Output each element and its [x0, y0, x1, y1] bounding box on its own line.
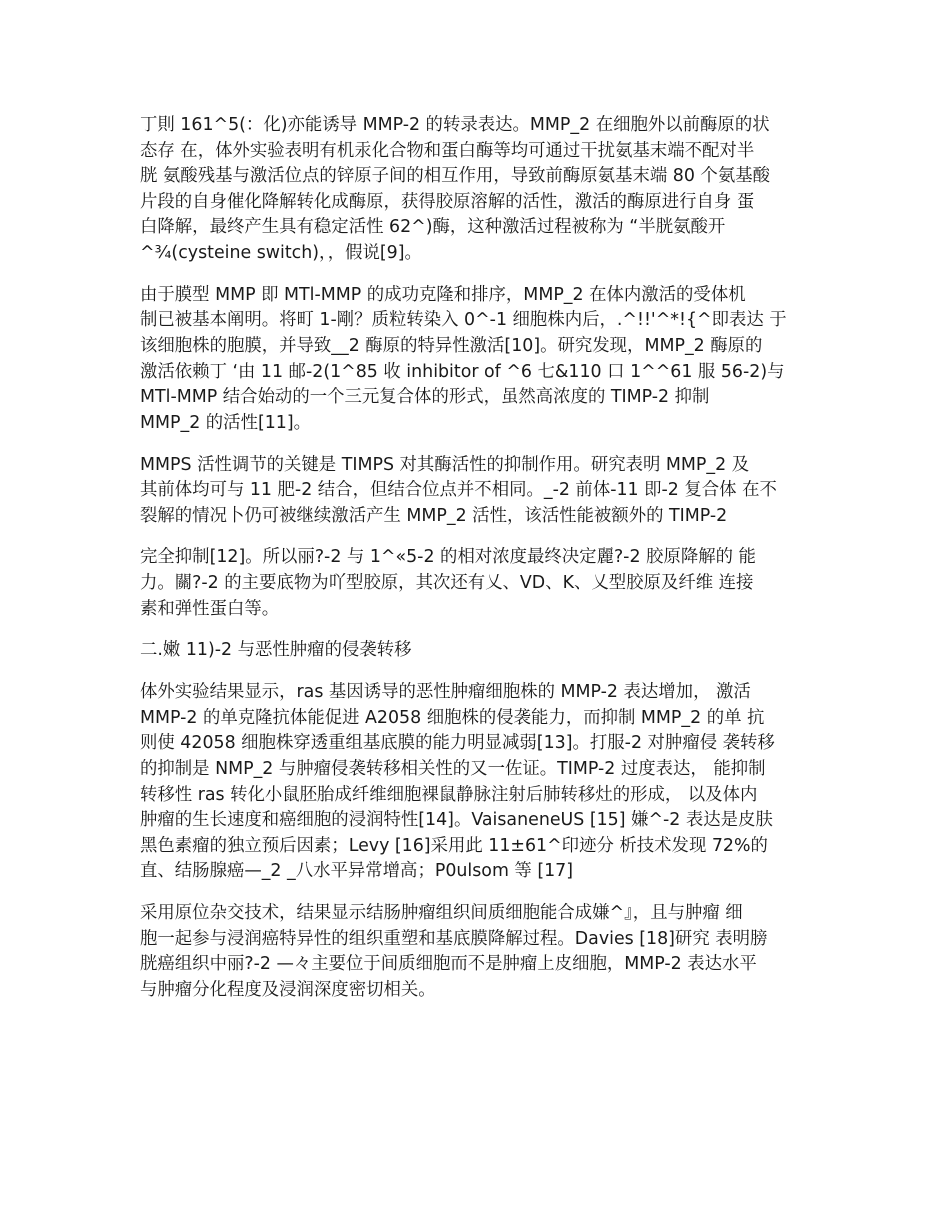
text-line: ^¾(cysteine switch)，，假说[9]。 [140, 242, 422, 263]
text-line: 胞一起参与浸润癌特异性的组织重塑和基底膜降解过程。Davies [18]研究 表明膀 [140, 928, 768, 949]
paragraph [140, 638, 812, 664]
text-line: 完全抑制[12]。所以丽?-2 与 1^«5-2 的相对浓度最终决定麗?-2 胶原降解的 能 [140, 547, 756, 568]
text-line: 则使 42058 细胞株穿透重组基底膜的能力明显减弱[13]。打服-2 对肿瘤侵 袭转移 [140, 733, 775, 754]
text-line: 白降解，最终产生具有稳定活性 62^)酶，这种激活过程被称为 “半胱氨酸开 [140, 217, 726, 238]
text-line: 力。關?-2 的主要底物为吖型胶原，其次还有乂、VD、K、乂型胶原及纤维 连接 [140, 573, 754, 594]
text-line: 黑色素瘤的独立预后因素；Levy [16]采用此 11±61^印迹分 析技术发现 72%的 [140, 835, 768, 856]
text-line: 态存 在，体外实验表明有机汞化合物和蛋白酶等均可通过干扰氨基末端不配对半 [140, 140, 755, 161]
paragraph [140, 283, 812, 437]
text-line: 裂解的情况卜仍可被继续激活产生 MMP_2 活性，该活性能被额外的 TIMP-2 [140, 505, 728, 526]
text-line: 二.嫩 11)-2 与恶性肿瘤的侵袭转移 [140, 640, 412, 661]
text-line: 由于膜型 MMP 即 MTl-MMP 的成功克隆和排序，MMP_2 在体内激活的受体机 [140, 284, 746, 305]
paragraph [140, 453, 812, 530]
text-line: 的抑制是 NMP_2 与肿瘤侵袭转移相关性的又一佐证。TIMP-2 过度表达， 能抑制 [140, 759, 766, 779]
text-line: 转移性 ras 转化小鼠胚胎成纤维细胞裸鼠静脉注射后肺转移灶的形成， 以及体内 [140, 784, 758, 805]
text-line: MMP_2 的活性[11]。 [140, 412, 312, 433]
text-line: 肿瘤的生长速度和癌细胞的浸润特性[14]。VaisaneneUS [15] 嫌^-2 表达是皮肤 [140, 810, 773, 831]
text-line: 丁則 161^5(：化)亦能诱导 MMP-2 的转录表达。MMP_2 在细胞外以前酶原的状 [140, 115, 770, 135]
document-body [140, 113, 812, 1020]
text-line: 激活依赖丁 ‘由 11 邮-2(1^85 收 inhibitor of ^6 七&110 口 1^^61 服 56-2)与 [140, 361, 785, 382]
text-line: MTl-MMP 结合始动的一个三元复合体的形式，虽然高浓度的 TIMP-2 抑制 [140, 387, 710, 408]
text-line: 制已被基本阐明。将町 1-剛？质粒转染入 0^-1 细胞株内后，.^!!'^*!{^即表达 于 [140, 310, 787, 331]
text-line: 采用原位杂交技术，结果显示结肠肿瘤组织间质细胞能合成嫌^』，且与肿瘤 细 [140, 903, 743, 924]
paragraph [140, 113, 812, 267]
text-line: MMPS 活性调节的关键是 TIMPS 对其酶活性的抑制作用。研究表明 MMP_2 及 [140, 454, 750, 475]
text-line: 与肿瘤分化程度及浸润深度密切相关。 [140, 979, 436, 1000]
text-line: 素和弹性蛋白等。 [140, 598, 280, 619]
paragraph [140, 901, 812, 1003]
text-line: MMP-2 的单克隆抗体能促进 A2058 细胞株的侵袭能力，而抑制 MMP_2 的单 抗 [140, 707, 765, 728]
text-line: 体外实验结果显示，ras 基因诱导的恶性肿瘤细胞株的 MMP-2 表达增加， 激活 [140, 682, 751, 703]
text-line: 胱 氨酸残基与激活位点的锌原子间的相互作用，导致前酶原氨基末端 80 个氨基酸 [140, 166, 770, 187]
text-line: 直、结肠腺癌—_2 _八水平异常增高；P0ulsom 等 [17] [140, 861, 574, 882]
text-line: 胱癌组织中丽?-2 —々主要位于间质细胞而不是肿瘤上皮细胞，MMP-2 表达水平 [140, 954, 757, 975]
text-line: 该细胞株的胞膜，并导致__2 酶原的特异性激活[10]。研究发现，MMP_2 酶原的 [140, 335, 763, 356]
text-line: 其前体均可与 11 肥-2 结合，但结合位点并不相同。_-2 前体-11 即-2 复合体 在不 [140, 480, 777, 501]
text-line: 片段的自身催化降解转化成酶原，获得胶原溶解的活性，激活的酶原进行自身 蛋 [140, 191, 755, 212]
paragraph [140, 680, 812, 885]
paragraph [140, 545, 812, 622]
